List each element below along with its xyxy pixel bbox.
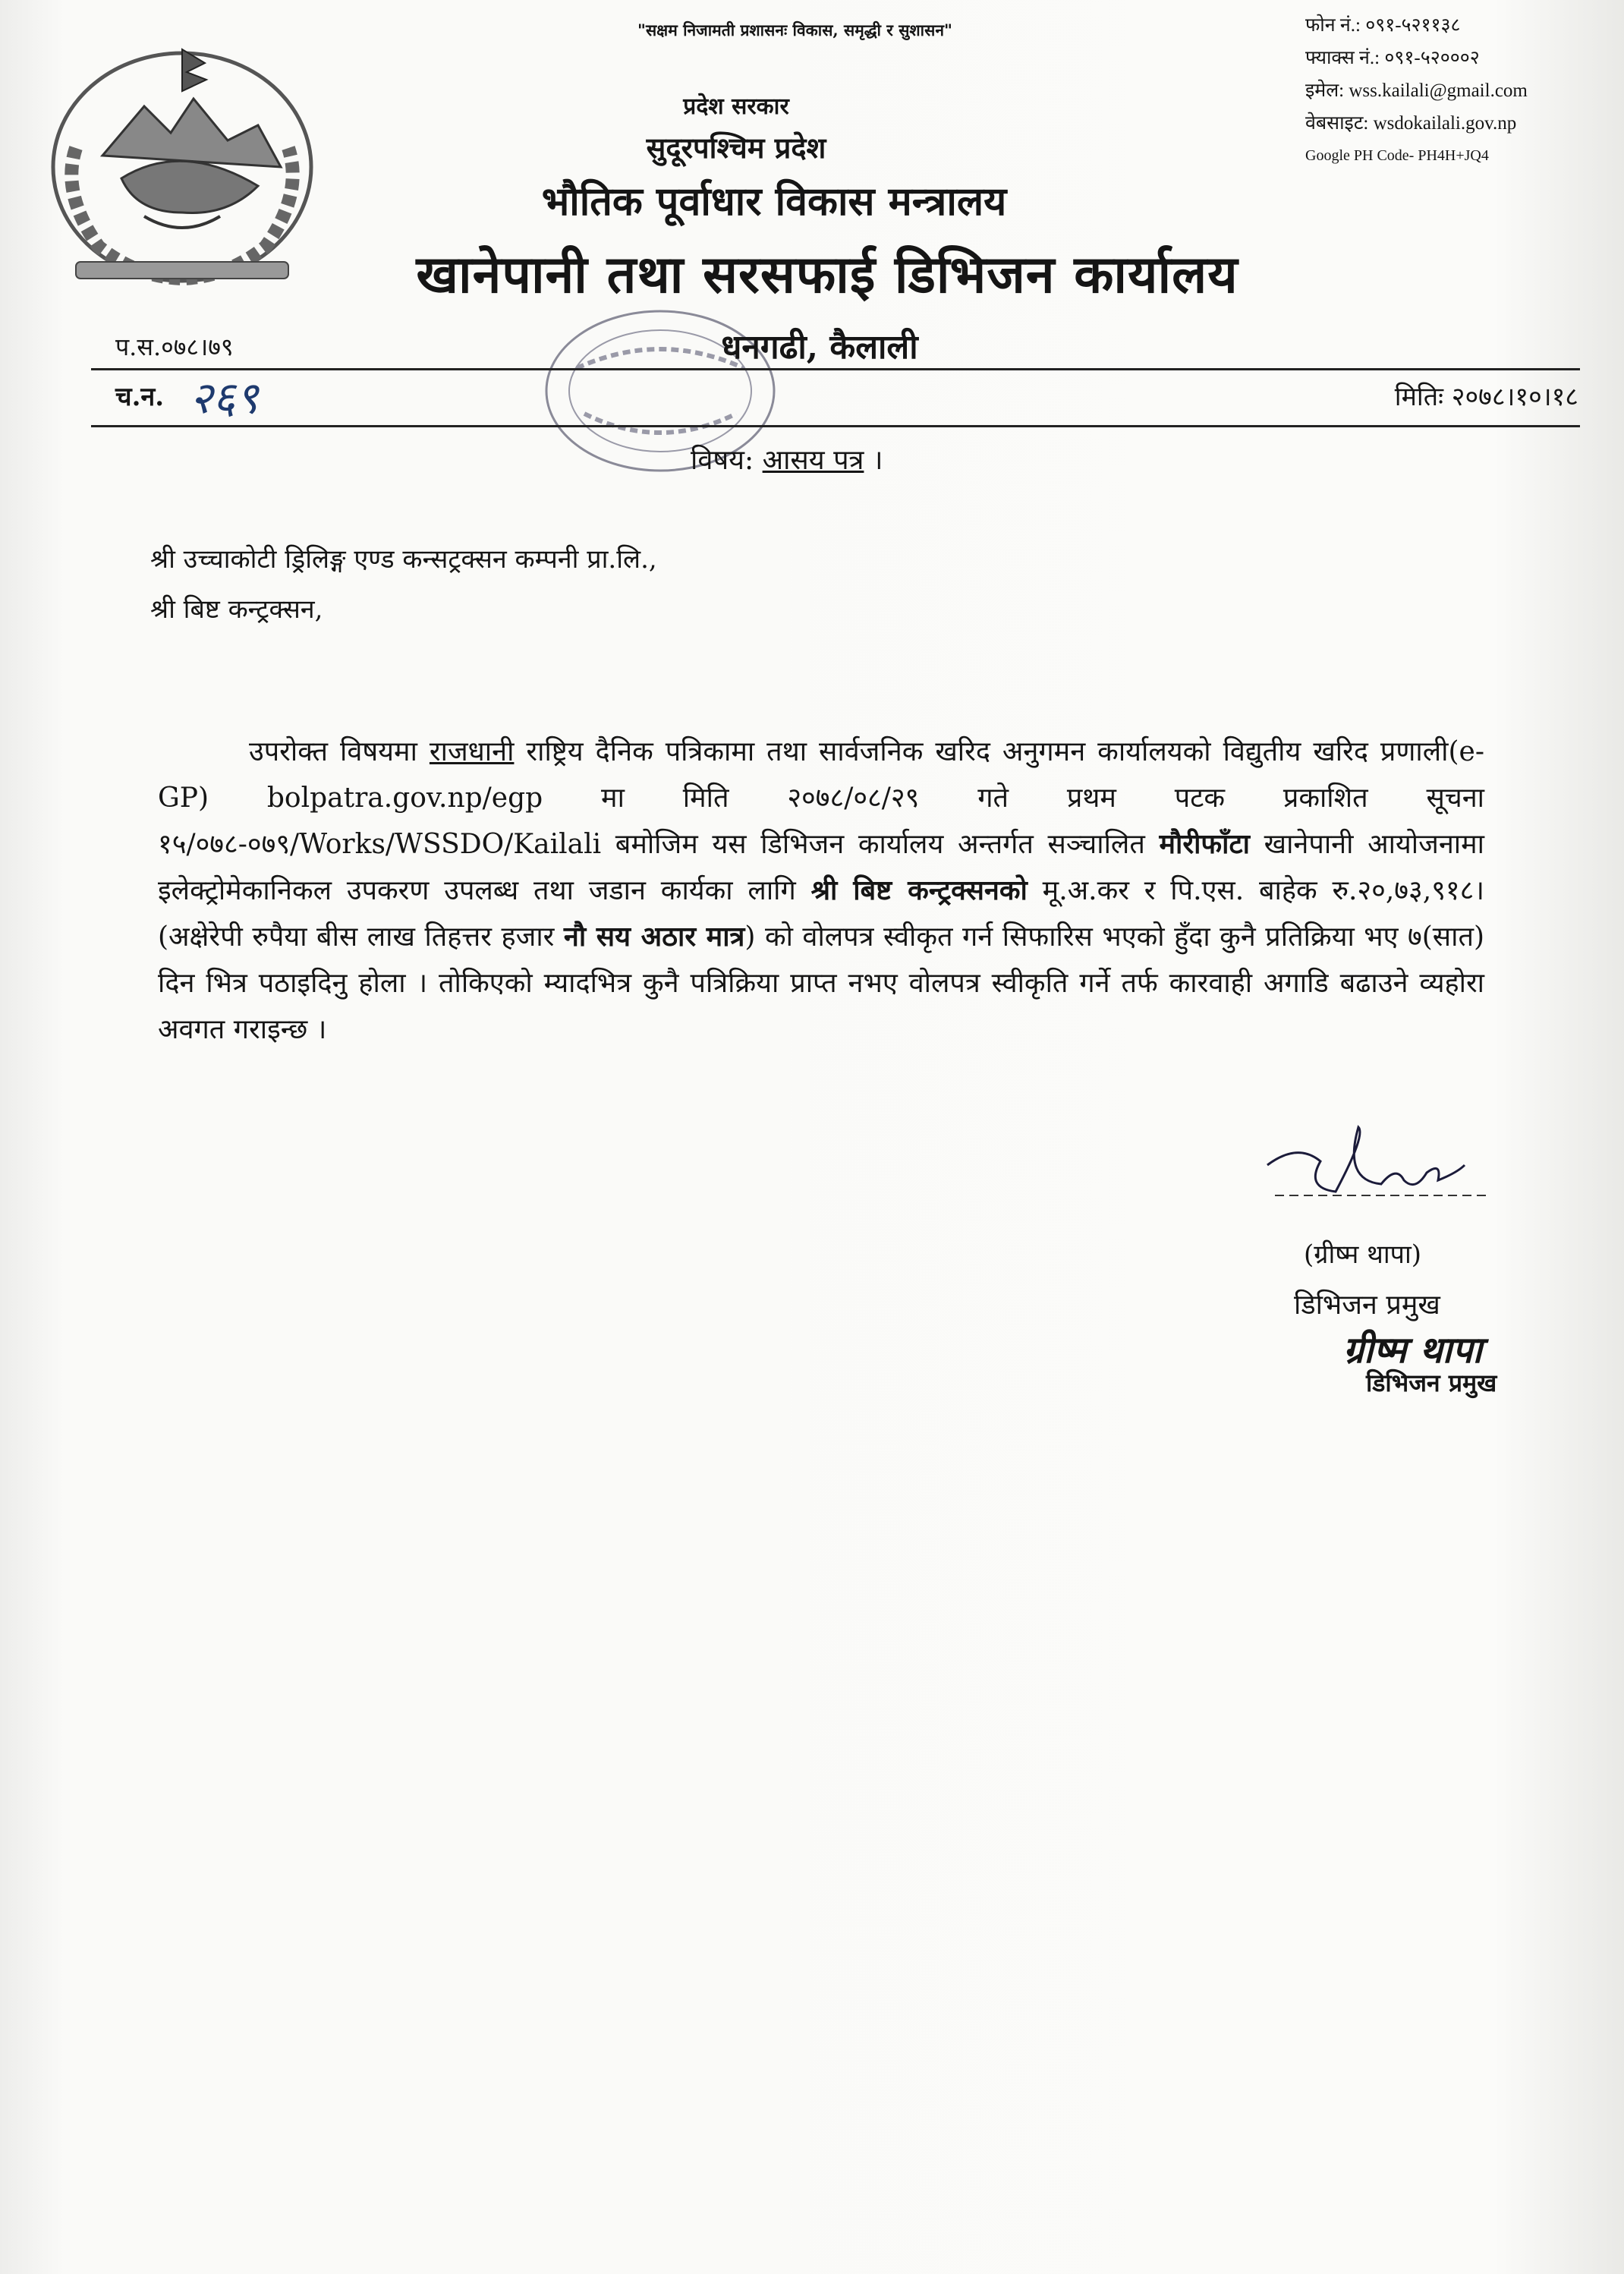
header-line-1: प्रदेश सरकार	[683, 93, 789, 120]
office-name: खानेपानी तथा सरसफाई डिभिजन कार्यालय	[416, 244, 1238, 305]
subject-line	[691, 440, 883, 477]
recipient-1: श्री उच्चाकोटी ड्रिलिङ्ग एण्ड कन्सट्रक्सन कम्पनी प्रा.लि.,	[150, 544, 657, 575]
dispatch-number: २६९	[190, 372, 259, 424]
letter-body	[158, 729, 1484, 1053]
recipient-2: श्री बिष्ट कन्ट्रक्सन,	[150, 594, 323, 625]
fiscal-year: प.स.०७८।७९	[115, 332, 234, 361]
signatory-name: (ग्रीष्म थापा)	[1304, 1239, 1422, 1270]
motto: "सक्षम निजामती प्रशासनः विकास, समृद्धी र सुशासन"	[637, 20, 952, 39]
project-name: मौरीफाँटा	[1159, 828, 1250, 860]
subject-end: ।	[872, 445, 883, 476]
body-text-1: उपरोक्त विषयमा	[249, 736, 430, 767]
amount-in-words: नौ सय अठार मात्र	[563, 921, 745, 953]
ministry-name: भौतिक पूर्वाधार विकास मन्त्रालय	[541, 178, 1007, 225]
header-rule-top	[91, 368, 1580, 370]
fax-number: फ्याक्स नं.: ०९१-५२०००२	[1305, 48, 1480, 68]
phone-number: फोन नं.: ०९१-५२११३८	[1305, 15, 1461, 36]
office-location: धनगढी, कैलाली	[721, 328, 918, 367]
body-text-4: मू.अ.कर र पि.एस. बाहेक रु.२०,७३,९१८। (अक्षेरेपी रुपैया बीस लाख तिहत्तर हजार	[158, 875, 1484, 953]
contractor-name: श्री बिष्ट कन्ट्रक्सनको	[810, 874, 1028, 906]
header-line-2: सुदूरपश्चिम प्रदेश	[646, 131, 826, 165]
title-stamp: डिभिजन प्रमुख	[1366, 1368, 1497, 1397]
letter-date: मितिः २०७८।१०।१८	[1394, 382, 1578, 412]
signatory-title: डिभिजन प्रमुख	[1294, 1290, 1440, 1321]
contact-block	[1305, 9, 1528, 172]
website: वेबसाइट: wsdokailali.gov.np	[1305, 113, 1517, 134]
email-address: इमेल: wss.kailali@gmail.com	[1305, 80, 1528, 101]
newspaper-name: राजधानी	[429, 736, 515, 767]
body-text-2: राष्ट्रिय दैनिक पत्रिकामा तथा सार्वजनिक खरिद अनुगमन कार्यालयको विद्युतीय खरिद प्रणाली(e-GP) bolpatra.gov.np/egp मा मिति २०७८/०८/२९ गते प्रथम पटक प्रकाशित सूचना १५/०७८-०७९/Works/WSSDO/Kailali बमोजिम यस डिभिजन कार्यालय अन्तर्गत सञ्चालित	[158, 736, 1484, 860]
dispatch-label: च.न.	[115, 382, 165, 412]
nepal-emblem-icon	[30, 34, 334, 292]
header-rule-bottom	[91, 425, 1580, 427]
name-stamp: ग्रीष्म थापा	[1343, 1329, 1482, 1372]
body-text-3: खानेपानी आयोजनामा इलेक्ट्रोमेकानिकल उपकरण उपलब्ध तथा जडान कार्यका लागि	[158, 829, 1484, 906]
body-text-5: ) को वोलपत्र स्वीकृत गर्न सिफारिस भएको हुँदा कुनै प्रतिक्रिया भए ७(सात) दिन भित्र पठाइदिनु होला । तोकिएको म्यादभित्र कुनै पत्रिक्रिया प्राप्त नभए वोलपत्र स्वीकृति गर्ने तर्फ कारवाही अगाडि बढाउने व्यहोरा अवगत गराइन्छ ।	[158, 921, 1485, 1045]
signature-icon	[1252, 1120, 1495, 1226]
subject-text: आसय पत्र	[762, 445, 864, 476]
subject-label: विषय:	[691, 445, 754, 476]
plus-code: Google PH Code- PH4H+JQ4	[1305, 147, 1489, 164]
